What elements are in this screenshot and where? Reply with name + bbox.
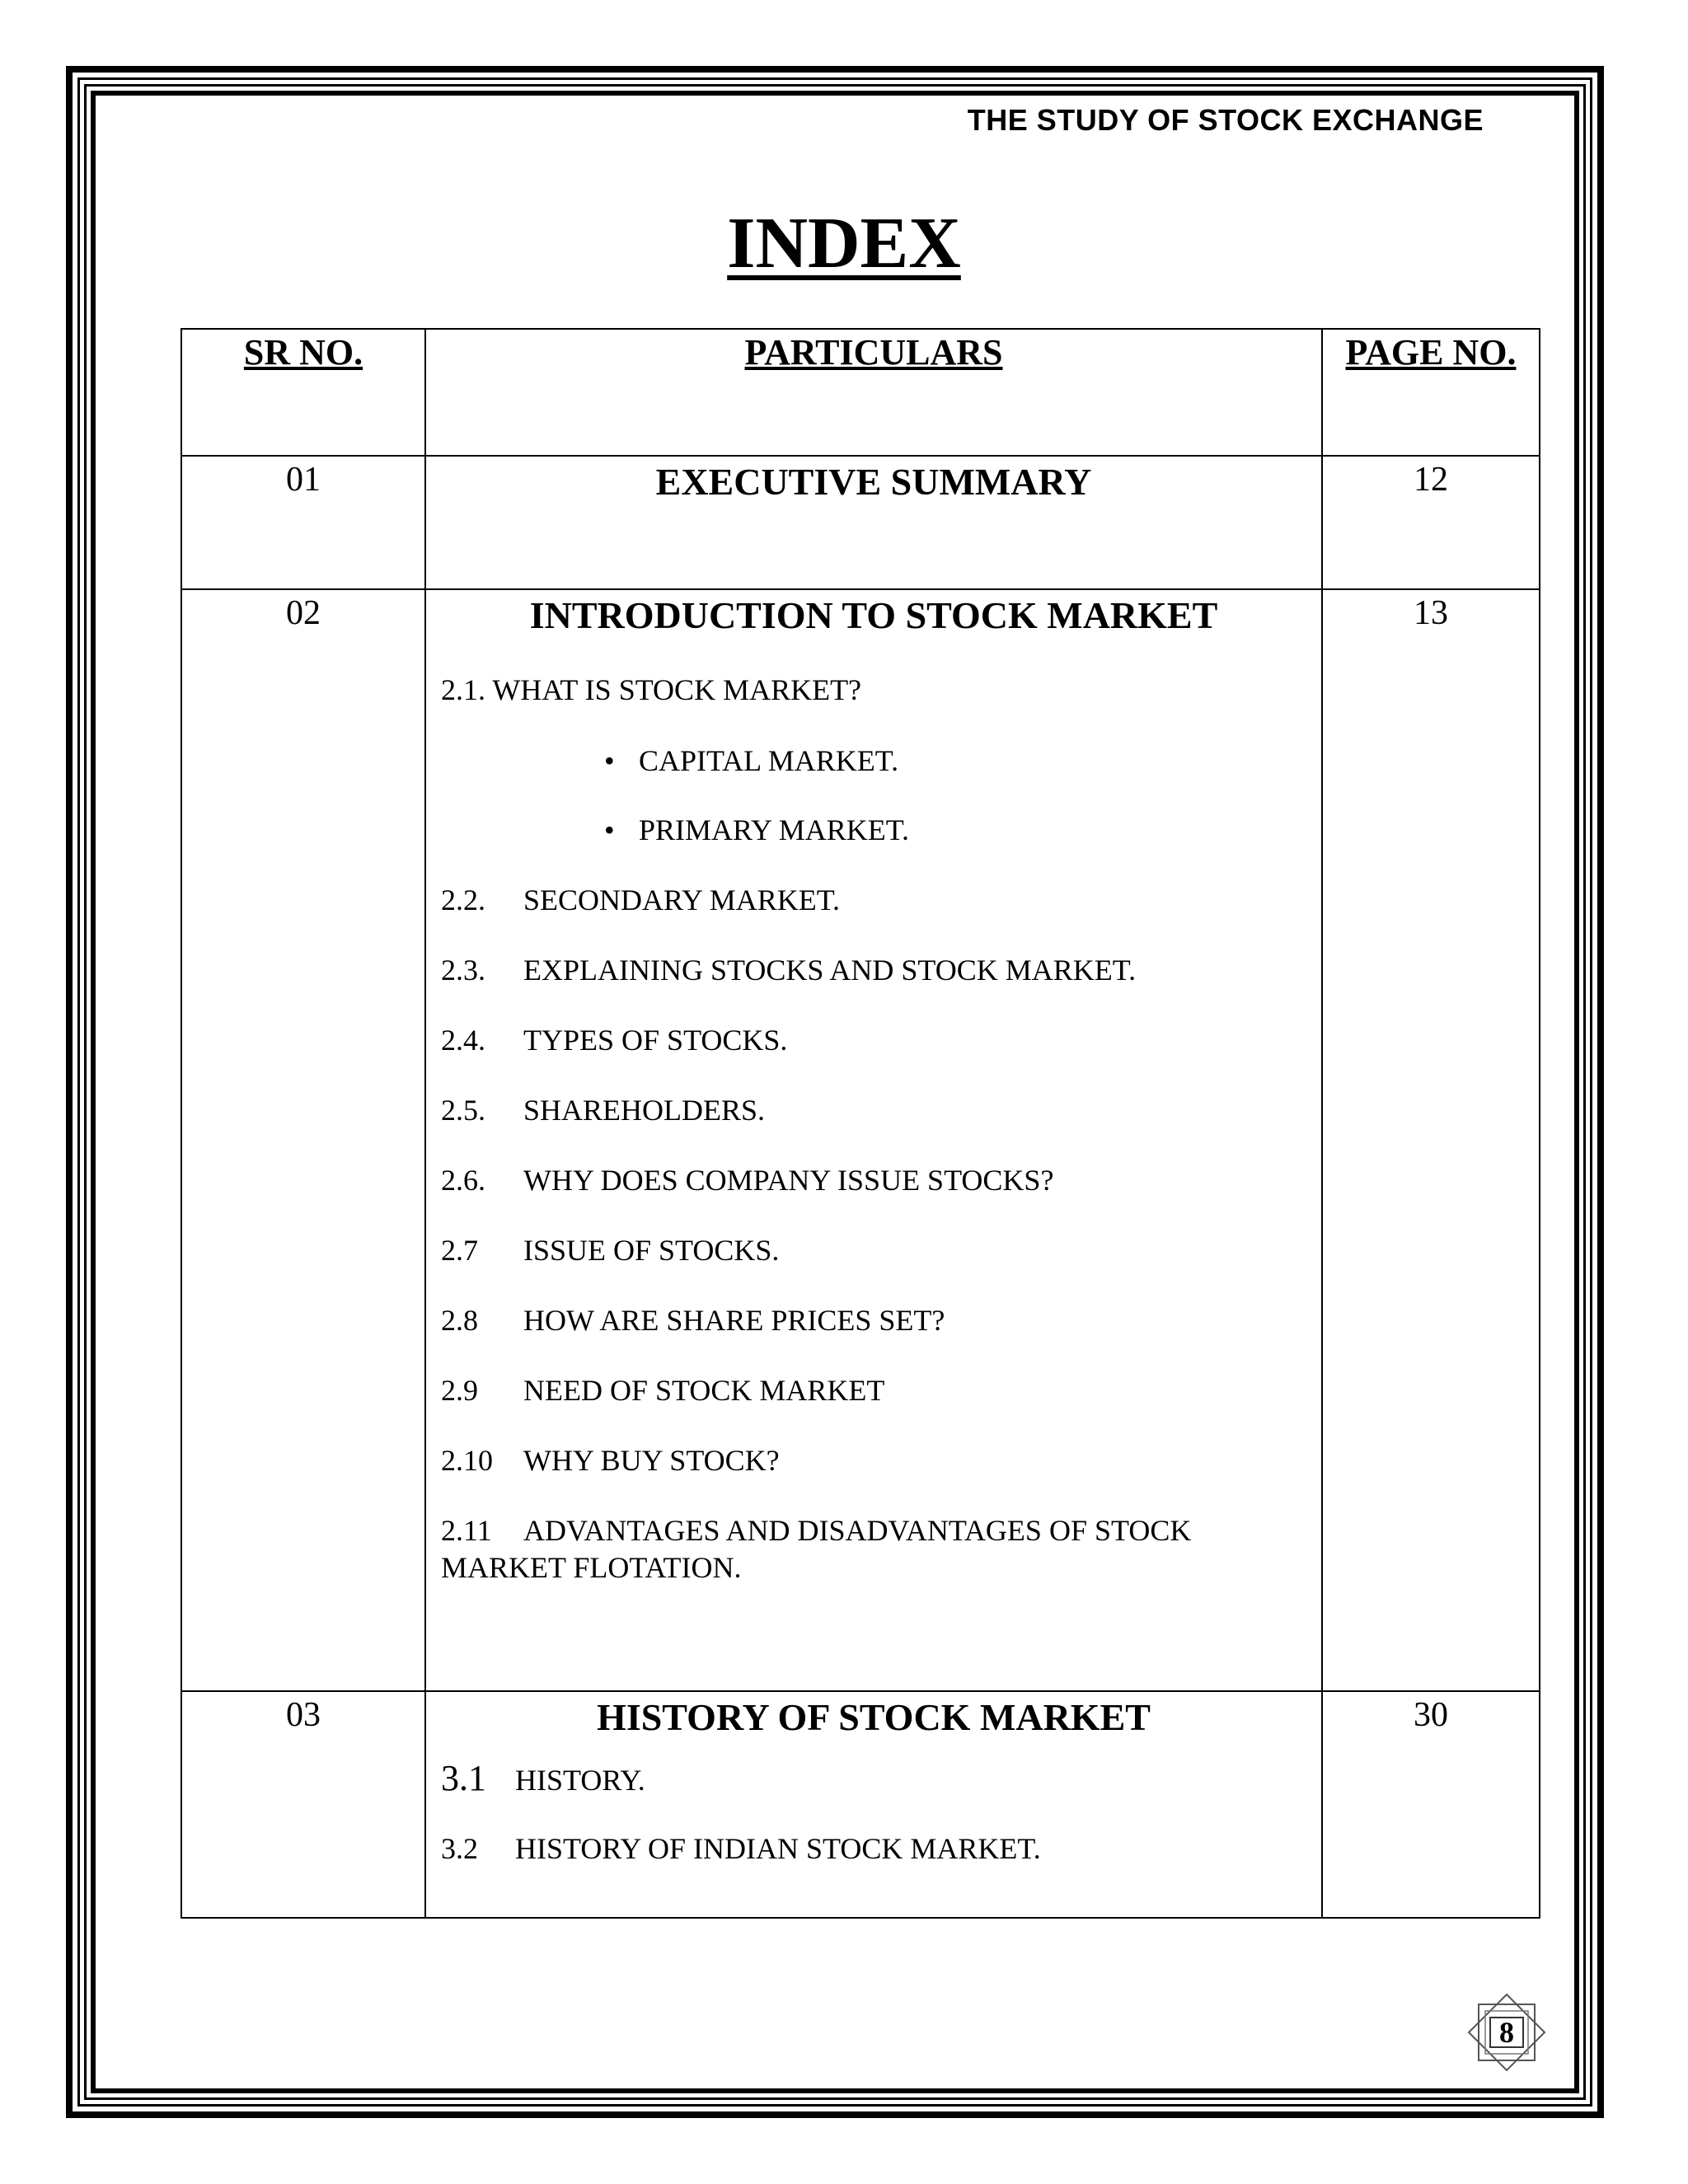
item-text: HISTORY OF INDIAN STOCK MARKET. (515, 1832, 1041, 1865)
row-sr-no: 01 (181, 456, 425, 589)
table-row (181, 1691, 1540, 1918)
item-text: TYPES OF STOCKS. (523, 1024, 788, 1057)
item-number: 2.9 (441, 1374, 478, 1407)
header-particulars: PARTICULARS (425, 329, 1322, 456)
list-item (426, 1512, 1321, 1586)
row-page-no: 13 (1322, 589, 1540, 1691)
list-item (426, 1022, 1321, 1059)
row-particulars (425, 589, 1322, 1691)
item-number: 2.1. (441, 673, 485, 706)
list-item (426, 1162, 1321, 1199)
list-item (426, 1442, 1321, 1479)
item-text-continuation: MARKET FLOTATION. (441, 1551, 742, 1584)
row-page-no: 12 (1322, 456, 1540, 589)
chapter-title: INTRODUCTION TO STOCK MARKET (529, 594, 1218, 636)
item-text: ISSUE OF STOCKS. (523, 1234, 780, 1267)
header-page-no: PAGE NO. (1322, 329, 1540, 456)
header-sr-no: SR NO. (181, 329, 425, 456)
item-number: 2.2. (441, 883, 485, 916)
list-item (426, 813, 1321, 847)
item-number: 2.5. (441, 1094, 485, 1127)
bullet-icon: • (604, 813, 615, 846)
item-number: 2.7 (441, 1234, 478, 1267)
item-text: HISTORY. (515, 1764, 645, 1797)
item-number: 2.10 (441, 1444, 493, 1477)
item-text: WHY BUY STOCK? (523, 1444, 780, 1477)
list-item (426, 1232, 1321, 1269)
index-table (181, 328, 1540, 1919)
table-header-row (181, 329, 1540, 456)
item-number: 2.4. (441, 1024, 485, 1057)
row-sr-no: 03 (181, 1691, 425, 1918)
item-number: 3.1 (441, 1758, 486, 1798)
item-text: ADVANTAGES AND DISADVANTAGES OF STOCK (523, 1514, 1192, 1547)
list-item (426, 743, 1321, 778)
item-number: 2.11 (441, 1514, 492, 1547)
list-item (426, 672, 1321, 709)
item-text: CAPITAL MARKET. (639, 744, 899, 777)
table-row (181, 589, 1540, 1691)
item-number: 2.8 (441, 1304, 478, 1337)
running-head: THE STUDY OF STOCK EXCHANGE (967, 103, 1484, 137)
page-number-badge (1467, 1993, 1546, 2072)
list-item (426, 1755, 1321, 1801)
list-item (426, 1302, 1321, 1339)
item-text: EXPLAINING STOCKS AND STOCK MARKET. (523, 954, 1137, 987)
item-text: SECONDARY MARKET. (523, 883, 841, 916)
row-sr-no: 02 (181, 589, 425, 1691)
row-page-no: 30 (1322, 1691, 1540, 1918)
list-item (426, 1092, 1321, 1129)
list-item (426, 882, 1321, 919)
item-text: HOW ARE SHARE PRICES SET? (523, 1304, 945, 1337)
item-text: NEED OF STOCK MARKET (523, 1374, 885, 1407)
chapter-title: EXECUTIVE SUMMARY (655, 461, 1092, 503)
item-number: 2.6. (441, 1164, 485, 1197)
page-title: INDEX (727, 204, 961, 284)
chapter-title: HISTORY OF STOCK MARKET (597, 1696, 1151, 1738)
bullet-icon: • (604, 744, 615, 777)
row-particulars (425, 456, 1322, 589)
item-text: PRIMARY MARKET. (639, 813, 910, 846)
list-item (426, 1372, 1321, 1409)
table-row (181, 456, 1540, 589)
row-particulars (425, 1691, 1322, 1918)
page-number: 8 (1499, 2016, 1514, 2049)
list-item (426, 1830, 1321, 1868)
item-text: SHAREHOLDERS. (523, 1094, 766, 1127)
item-text: WHAT IS STOCK MARKET? (492, 673, 862, 706)
list-item (426, 952, 1321, 989)
item-number: 3.2 (441, 1832, 478, 1865)
item-text: WHY DOES COMPANY ISSUE STOCKS? (523, 1164, 1054, 1197)
item-number: 2.3. (441, 954, 485, 987)
